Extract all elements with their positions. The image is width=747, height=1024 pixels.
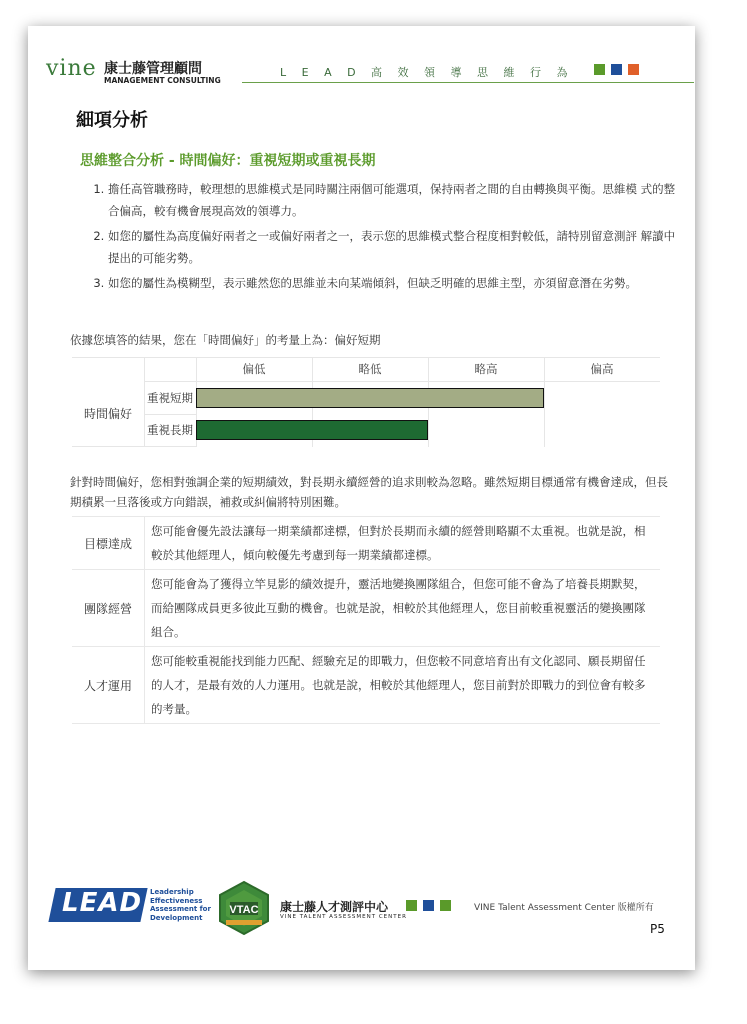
table-row — [72, 570, 660, 647]
lead-subtitle-line: Assessment for — [150, 905, 211, 913]
scale-label: 略低 — [358, 362, 382, 376]
grid-line — [144, 414, 196, 415]
lead-subtitle-line: Leadership — [150, 888, 194, 896]
footer-square-blue — [423, 900, 434, 911]
lead-logo-text: LEAD — [62, 888, 143, 918]
page-title: 細項分析 — [76, 110, 148, 131]
series-label-short-term: 重視短期 — [147, 391, 193, 405]
list-item: 3. 如您的屬性為模糊型，表示雖然您的思維並未向某端傾斜，但缺乏明確的思維主型，亦須留意潛在劣勢。 — [108, 272, 678, 294]
scale-label: 略高 — [474, 362, 498, 376]
vtac-logo-text: VTAC — [229, 904, 259, 916]
vtac-logo — [216, 880, 272, 936]
row-text: 您可能較重視能找到能力匹配、經驗充足的即戰力，但您較不同意培育出有文化認同、願長期留任的人才，是最有效的人力運用。也就是說，相較於其他經理人，您目前對於即戰力的到位會有較多的考量。 — [151, 654, 646, 716]
bar-short-term — [196, 388, 544, 408]
vtac-english-name: VINE TALENT ASSESSMENT CENTER — [280, 914, 407, 920]
analysis-paragraph: 針對時間偏好，您相對強調企業的短期績效，對長期永續經營的追求則較為忽略。雖然短期目標通常有機會達成，但長期積累一旦落後或方向錯誤，補救或糾偏將特別困難。 — [70, 475, 668, 509]
company-logo — [46, 56, 246, 96]
scale-label: 偏低 — [242, 362, 266, 376]
document-page — [28, 26, 695, 970]
vtac-chinese-name: 康士藤人才測評中心 — [280, 900, 389, 914]
logo-vine-mark: vine — [46, 56, 97, 81]
row-text: 您可能會為了獲得立竿見影的績效提升，靈活地變換團隊組合，但您可能不會為了培養長期默契，而給團隊成員更多彼此互動的機會。也就是說，相較於其他經理人，您目前較重視靈活的變換團隊組合。 — [151, 577, 646, 639]
series-label-long-term: 重視長期 — [147, 423, 193, 437]
lead-subtitle-line: Effectiveness — [150, 896, 203, 905]
time-preference-chart — [72, 357, 660, 447]
logo-chinese-name: 康士藤管理顧問 — [104, 61, 202, 77]
lead-subtitle-line: Development — [150, 913, 203, 922]
header-divider — [242, 82, 694, 83]
page-number: P5 — [650, 922, 665, 936]
logo-english-name: MANAGEMENT CONSULTING — [104, 76, 221, 85]
table-row — [72, 516, 660, 570]
list-item: 2. 如您的屬性為高度偏好兩者之一或偏好兩者之一，表示您的思維模式整合程度相對較低，請特別留意測評 解讀中提出的可能劣勢。 — [108, 225, 678, 269]
header-square-blue — [611, 64, 622, 75]
lead-subtitle — [150, 888, 211, 922]
row-label: 團隊經營 — [72, 570, 145, 646]
row-label: 目標達成 — [72, 517, 145, 569]
section-title: 思維整合分析 - 時間偏好：重視短期或重視長期 — [80, 153, 376, 169]
numbered-list — [82, 178, 678, 297]
bar-long-term — [196, 420, 428, 440]
result-intro: 依據您填答的結果，您在「時間偏好」的考量上為：偏好短期 — [70, 333, 381, 347]
grid-line — [144, 381, 660, 382]
copyright-text: VINE Talent Assessment Center 版權所有 — [474, 903, 654, 913]
scale-label: 偏高 — [590, 362, 614, 376]
row-label: 人才運用 — [72, 647, 145, 723]
row-text: 您可能會優先設法讓每一期業績都達標，但對於長期而永續的經營則略顯不太重視。也就是說，相較於其他經理人，傾向較優先考慮到每一期業績都達標。 — [151, 524, 646, 562]
header-square-green — [594, 64, 605, 75]
header-square-orange — [628, 64, 639, 75]
footer-square-green-2 — [440, 900, 451, 911]
list-item: 1. 擔任高管職務時，較理想的思維模式是同時關注兩個可能選項，保持兩者之間的自由轉換與平衡。思維模 式的整合偏高，較有機會展現高效的領導力。 — [108, 178, 678, 222]
header-slogan: L E A D 高 效 領 導 思 維 行 為 — [280, 66, 574, 79]
detail-table — [72, 516, 660, 724]
table-row — [72, 647, 660, 724]
footer-square-green — [406, 900, 417, 911]
chart-category-label: 時間偏好 — [83, 407, 132, 421]
